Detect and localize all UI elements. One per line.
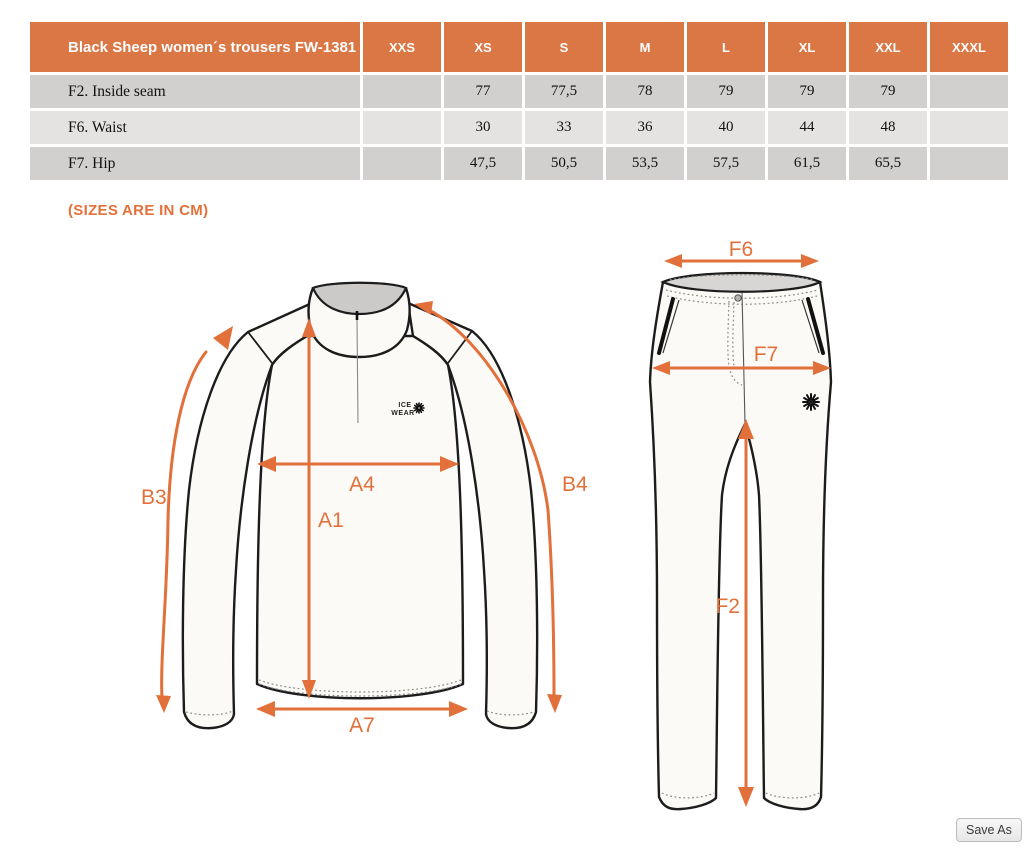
cell-value <box>363 75 441 108</box>
size-table <box>27 19 1011 183</box>
measure-label-b4: B4 <box>562 473 588 496</box>
col-header-l: L <box>687 22 765 72</box>
row-label: F2. Inside seam <box>30 75 360 108</box>
measure-label-a1: A1 <box>318 509 344 532</box>
measure-label-f7: F7 <box>753 343 779 366</box>
measure-label-a4: A4 <box>349 473 375 496</box>
cell-value: 61,5 <box>768 147 846 180</box>
table-row-waist <box>30 111 1008 144</box>
cell-value: 40 <box>687 111 765 144</box>
measure-label-a7: A7 <box>349 714 375 737</box>
cell-value: 77 <box>444 75 522 108</box>
col-header-xxxl: XXXL <box>930 22 1008 72</box>
cell-value <box>363 147 441 180</box>
col-header-m: M <box>606 22 684 72</box>
cell-value: 78 <box>606 75 684 108</box>
col-header-xxs: XXS <box>363 22 441 72</box>
cell-value: 79 <box>849 75 927 108</box>
row-label: F7. Hip <box>30 147 360 180</box>
col-header-xxl: XXL <box>849 22 927 72</box>
measure-label-f2: F2 <box>715 595 740 618</box>
logo-text-line1: ICE <box>398 402 412 409</box>
trousers-diagram <box>628 233 880 818</box>
cell-value: 47,5 <box>444 147 522 180</box>
cell-value <box>930 75 1008 108</box>
cell-value: 79 <box>687 75 765 108</box>
cell-value: 79 <box>768 75 846 108</box>
measure-arrow-f2 <box>738 419 754 807</box>
cell-value: 33 <box>525 111 603 144</box>
trousers-body <box>650 282 831 809</box>
cell-value <box>363 111 441 144</box>
logo-text-line2: WEAR <box>391 410 415 417</box>
cell-value <box>930 111 1008 144</box>
shirt-body <box>257 336 463 698</box>
cell-value: 36 <box>606 111 684 144</box>
cell-value: 48 <box>849 111 927 144</box>
col-header-xs: XS <box>444 22 522 72</box>
table-row-hip <box>30 147 1008 180</box>
waist-opening <box>663 273 820 292</box>
table-header-row <box>30 22 1008 72</box>
cell-value: 50,5 <box>525 147 603 180</box>
cell-value: 57,5 <box>687 147 765 180</box>
cell-value: 44 <box>768 111 846 144</box>
sizes-unit-note: (SIZES ARE IN CM) <box>68 202 209 219</box>
save-as-button[interactable]: Save As <box>956 818 1022 842</box>
cell-value <box>930 147 1008 180</box>
waist-button <box>735 295 741 301</box>
col-header-xl: XL <box>768 22 846 72</box>
shirt-diagram <box>115 240 610 745</box>
measure-label-f6: F6 <box>728 238 754 261</box>
measure-label-b3: B3 <box>141 486 167 509</box>
cell-value: 65,5 <box>849 147 927 180</box>
table-row-inside-seam <box>30 75 1008 108</box>
table-title: Black Sheep women´s trousers FW-1381 <box>30 22 360 72</box>
cell-value: 30 <box>444 111 522 144</box>
col-header-s: S <box>525 22 603 72</box>
cell-value: 53,5 <box>606 147 684 180</box>
cell-value: 77,5 <box>525 75 603 108</box>
row-label: F6. Waist <box>30 111 360 144</box>
